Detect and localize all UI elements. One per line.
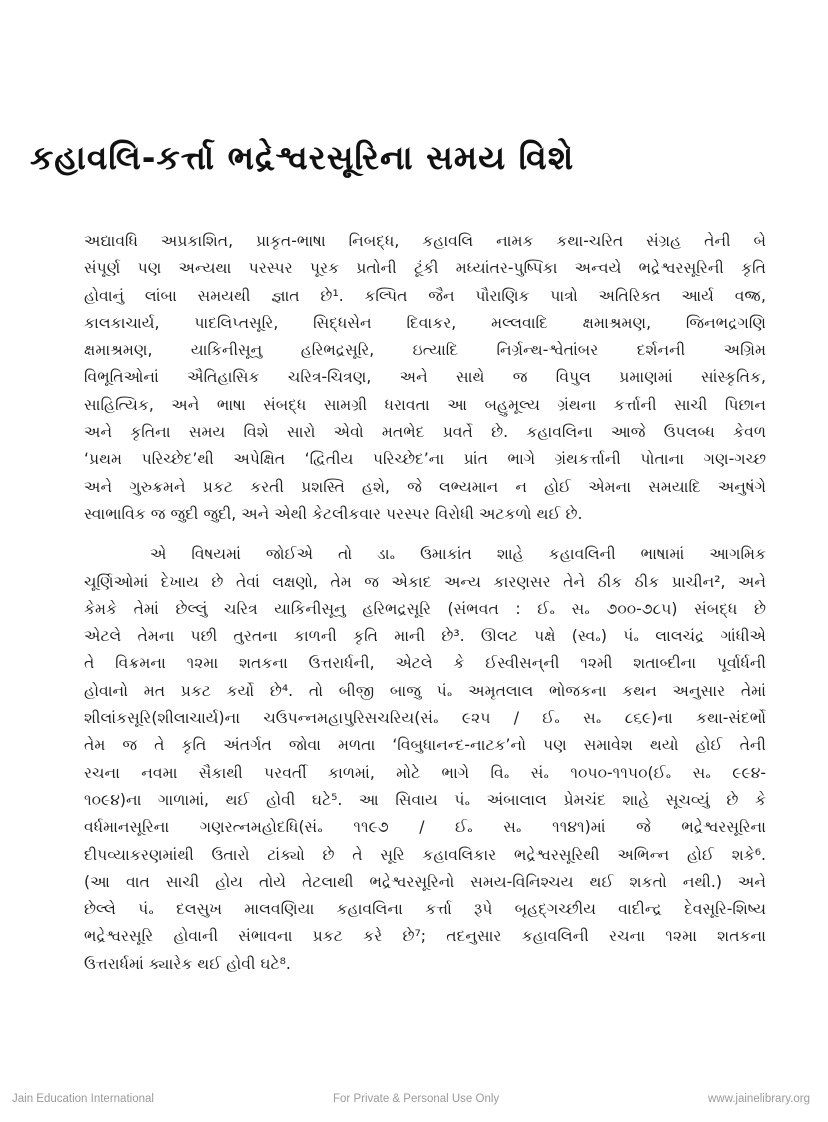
paragraph-1 bbox=[84, 228, 766, 528]
text-line: હોવાનું લાંબા સમયથી જ્ઞાત છે¹. કલ્પિત જૈન પૌરાણિક પાત્રો અતિરિક્ત આર્ય વજ્ર, bbox=[84, 286, 766, 305]
text-line: શીલાંકસૂરિ(શીલાચાર્ય)ના ચઉપન્નમહાપુરિસચરિય(સં૰ ૯૨૫ / ઈ૰ સ૰ ૮૬૯)ના કથા-સંદર્ભો bbox=[84, 709, 766, 728]
page-title: કહાવલિ-કર્ત્તા ભદ્રેશ્વરસૂરિના સમય વિશે bbox=[30, 138, 575, 177]
text-line: એ વિષયમાં જોઈએ તો ડા૰ ઉમાકાંત શાહે કહાવલિની ભાષામાં આગમિક bbox=[150, 545, 766, 564]
text-line: તે વિક્રમના ૧૨મા શતકના ઉત્તરાર્ધની, એટલે કે ઈસ્વીસન્‌ની ૧૨મી શતાબ્દીના પૂર્વાર્ધની bbox=[84, 654, 766, 673]
text-line: (આ વાત સાચી હોય તોયે તેટલાથી ભદ્રેશ્વરસૂરિનો સમય-વિનિશ્ચય થઈ શકતો નથી.) અને bbox=[84, 872, 766, 891]
article-body bbox=[84, 228, 766, 978]
text-line: તેમ જ તે કૃતિ અંતર્ગત જોવા મળતા ‘વિબુધાનન્દ-નાટક’નો પણ સમાવેશ થયો હોઈ તેની bbox=[84, 736, 766, 755]
text-line: સંપૂર્ણ પણ અન્યથા પરસ્પર પૂરક પ્રતોની ટૂંકી મધ્યાંતર-પુષ્પિકા અન્વયે ભદ્રેશ્વરસૂરિની કૃતિ bbox=[84, 259, 766, 278]
text-line: ક્ષમાશ્રમણ, યાકિનીસૂનુ હરિભદ્રસૂરિ, ઇત્યાદિ નિર્ગ્રન્થ-શ્વેતાંબર દર્શનની અગ્રિમ bbox=[84, 341, 766, 360]
footer-website-link[interactable]: www.jainelibrary.org bbox=[707, 1093, 810, 1105]
text-line: રચના નવમા સૈકાથી પરવર્તી કાળમાં, મોટે ભાગે વિ૰ સં૰ ૧૦૫૦-૧૧૫૦(ઈ૰ સ૰ ૯૯૪- bbox=[84, 763, 766, 782]
paragraph-2 bbox=[84, 541, 766, 978]
text-line: સ્વાભાવિક જ જુદી જુદી, અને એથી કેટલીકવાર પરસ્પર વિરોધી અટકળો થઈ છે. bbox=[84, 504, 583, 523]
text-line: એટલે તેમના પછી તુરતના કાળની કૃતિ માની છે³. ઊલટ પક્ષે (સ્વ૰) પં૰ લાલચંદ્ર ગાંધીએ bbox=[84, 627, 766, 646]
text-line: સાહિત્યિક, અને ભાષા સંબદ્ધ સામગ્રી ધરાવતા આ બહુમૂલ્ય ગ્રંથના કર્ત્તાની સાચી પિછાન bbox=[84, 395, 766, 414]
text-line: અને ગુરુક્રમને પ્રકટ કરતી પ્રશસ્તિ હશે, જે લભ્યમાન ન હોઈ એમના સમયાદિ અનુષંગે bbox=[84, 477, 766, 496]
page-footer bbox=[0, 1093, 828, 1113]
text-line: દીપવ્યાકરણમાંથી ઉતારો ટાંક્યો છે તે સૂરિ કહાવલિકાર ભદ્રેશ્વરસૂરિથી અભિન્ન હોઈ શકે⁶. bbox=[84, 845, 766, 864]
text-line: અદ્યાવધિ અપ્રકાશિત, પ્રાકૃત-ભાષા નિબદ્ધ, કહાવલિ નામક કથા-ચરિત સંગ્રહ તેની બે bbox=[84, 232, 766, 250]
footer-usage-note: For Private & Personal Use Only bbox=[333, 1093, 500, 1105]
text-line: કેમકે તેમાં છેલ્લું ચરિત્ર યાકિનીસૂનુ હરિભદ્રસૂરિ (સંભવત : ઈ૰ સ૰ ૭૦૦-૭૮૫) સંબદ્ધ છે bbox=[84, 599, 766, 618]
text-line: વર્ધમાનસૂરિના ગણરત્નમહોદધિ(સં૰ ૧૧૯૭ / ઈ૰ સ૰ ૧૧૪૧)માં જે ભદ્રેશ્વરસૂરિના bbox=[84, 818, 766, 837]
text-line: અને કૃતિના સમય વિશે સારો એવો મતભેદ પ્રવર્તે છે. કહાવલિના આજે ઉપલબ્ધ કેવળ bbox=[84, 423, 766, 442]
text-line: કાલકાચાર્ય, પાદલિપ્તસૂરિ, સિદ્ધસેન દિવાકર, મલ્લવાદિ ક્ષમાશ્રમણ, જિનભદ્રગણિ bbox=[84, 313, 766, 332]
text-line: ભદ્રેશ્વરસૂરિ હોવાની સંભાવના પ્રકટ કરે છે⁷; તદનુસાર કહાવલિની રચના ૧૨મા શતકના bbox=[84, 927, 766, 946]
text-line: હોવાનો મત પ્રકટ કર્યો છે⁴. તો બીજી બાજુ પં૰ અમૃતલાલ ભોજકના કથન અનુસાર તેમાં bbox=[84, 681, 766, 700]
text-line: ૧૦૯૪)ના ગાળામાં, થઈ હોવી ઘટે⁵. આ સિવાય પં૰ અંબાલાલ પ્રેમચંદ શાહે સૂચવ્યું છે કે bbox=[84, 790, 766, 809]
text-line: છેલ્લે પં૰ દલસુખ માલવણિયા કહાવલિના કર્ત્તા રૂપે બૃહદ્‌ગચ્છીય વાદીન્દ્ર દેવસૂરિ-શિષ્ય bbox=[84, 900, 766, 919]
text-line: ‘પ્રથમ પરિચ્છેદ’થી અપેક્ષિત ‘દ્વિતીય પરિચ્છેદ’ના પ્રાંત ભાગે ગ્રંથકર્ત્તાની પોતાના ગણ-ગચ્છ bbox=[84, 450, 766, 469]
text-line: વિભૂતિઓનાં ઐતિહાસિક ચરિત્ર-ચિત્રણ, અને સાથે જ વિપુલ પ્રમાણમાં સાંસ્કૃતિક, bbox=[84, 368, 766, 387]
text-line: ઉત્તરાર્ધમાં ક્યારેક થઈ હોવી ઘટે⁸. bbox=[84, 954, 291, 973]
text-line: ચૂર્ણિઓમાં દેખાય છે તેવાં લક્ષણો, તેમ જ એકાદ અન્ય કારણસર તેને ઠીક ઠીક પ્રાચીન², અને bbox=[84, 572, 766, 591]
footer-publisher: Jain Education International bbox=[12, 1093, 154, 1105]
